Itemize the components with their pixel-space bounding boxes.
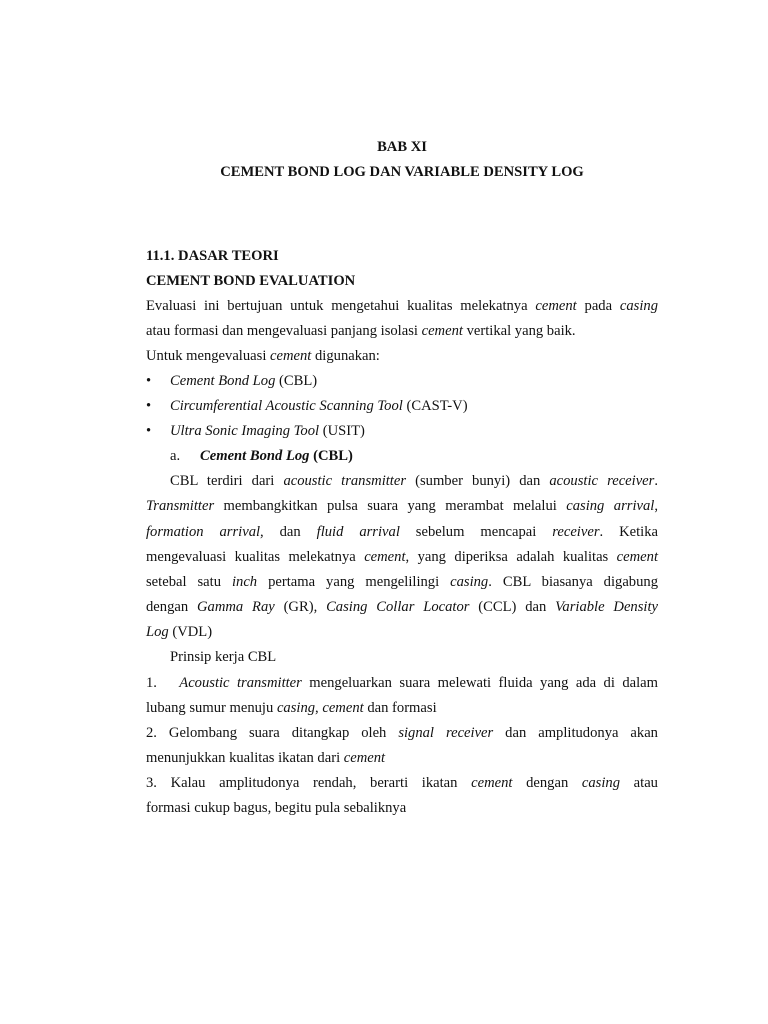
chapter-heading: BAB XI (377, 139, 427, 155)
step-line: lubang sumur menuju casing, cement dan formasi (146, 700, 437, 716)
subheading-a: a. Cement Bond Log (CBL) (170, 448, 353, 464)
chapter-title: CEMENT BOND LOG DAN VARIABLE DENSITY LOG (220, 164, 584, 180)
paragraph-line: CBL terdiri dari acoustic transmitter (sumber bunyi) dan acoustic receiver. (170, 473, 658, 489)
step-line: 1. Acoustic transmitter mengeluarkan suara melewati fluida yang ada di dalam (146, 675, 658, 691)
paragraph-line: Evaluasi ini bertujuan untuk mengetahui kualitas melekatnya cement pada casing (146, 298, 658, 314)
paragraph-line: atau formasi dan mengevaluasi panjang isolasi cement vertikal yang baik. (146, 323, 576, 339)
bullet-icon: • (146, 373, 152, 389)
paragraph-line: formation arrival, dan fluid arrival sebelum mencapai receiver. Ketika (146, 524, 658, 540)
document-page: BAB XI CEMENT BOND LOG DAN VARIABLE DENSITY LOG 11.1. DASAR TEORI CEMENT BOND EVALUATION Evaluasi ini bertujuan untuk mengetahui kualitas melekatnya cement pada casing atau formasi dan mengevaluasi panjang isolasi cement vertikal yang baik. Untuk mengevaluasi cement digunakan: • Cement Bond Log (CBL) • Circumferential Acoustic Scanning Tool (CAST-V) • Ultra Sonic Imaging Tool (USIT) a. Cement Bond Log (CBL) CBL terdiri dari acoustic transmitter (sumber bunyi) dan acoustic receiver. Transmitter membangkitkan pulsa suara yang merambat melalui casing arrival, formation arrival, dan fluid arrival sebelum mencapai receiver. Ketika mengevaluasi kualitas melekatnya cement, yang diperiksa adalah kualitas cement setebal satu inch pertama yang mengelilingi casing. CBL biasanya digabung dengan Gamma Ray (GR), Casing Collar Locator (CCL) dan Variable Density Log (VDL) Prinsip kerja CBL 1. Acoustic transmitter mengeluarkan suara melewati fluida yang ada di dalam lubang sumur menuju casing, cement dan formasi 2. Gelombang suara ditangkap oleh signal receiver dan amplitudonya akan menunjukkan kualitas ikatan dari cement 3. Kalau amplitudonya rendah, berarti ikatan cement dengan casing atau formasi cukup bagus, begitu pula sebaliknya (146, 139, 658, 816)
bullet-icon: • (146, 398, 152, 414)
paragraph-line: setebal satu inch pertama yang mengelilingi casing. CBL biasanya digabung (146, 574, 658, 590)
step-line: 2. Gelombang suara ditangkap oleh signal receiver dan amplitudonya akan (146, 725, 658, 741)
prinsip-heading: Prinsip kerja CBL (170, 649, 277, 665)
paragraph-line: mengevaluasi kualitas melekatnya cement, yang diperiksa adalah kualitas cement (146, 549, 658, 565)
paragraph-line: Log (VDL) (146, 624, 213, 640)
step-line: menunjukkan kualitas ikatan dari cement (146, 750, 386, 766)
paragraph-line: Transmitter membangkitkan pulsa suara yang merambat melalui casing arrival, (146, 498, 658, 514)
subsection-heading: CEMENT BOND EVALUATION (146, 273, 356, 289)
step-line: formasi cukup bagus, begitu pula sebaliknya (146, 800, 407, 816)
bullet-icon: • (146, 423, 152, 439)
paragraph-line: dengan Gamma Ray (GR), Casing Collar Locator (CCL) dan Variable Density (146, 599, 658, 615)
step-line: 3. Kalau amplitudonya rendah, berarti ikatan cement dengan casing atau (146, 775, 658, 791)
paragraph-line: Untuk mengevaluasi cement digunakan: (146, 348, 380, 364)
section-heading: 11.1. DASAR TEORI (146, 248, 279, 264)
